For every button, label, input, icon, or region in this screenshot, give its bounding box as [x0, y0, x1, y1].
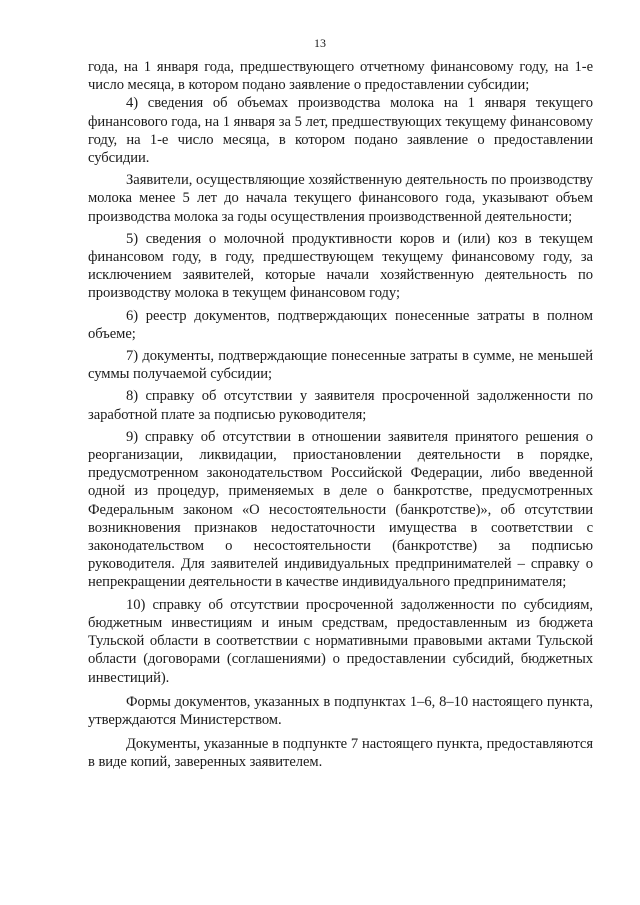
paragraph-item-5: 5) сведения о молочной продуктивности коров и (или) коз в текущем финансовом году, в году, предшествующем текущему финансовому году, за исключением заявителей, которые начали хозяйственную деятельность по производству молока в текущем финансовом году;: [88, 230, 593, 302]
paragraph-item-9: 9) справку об отсутствии в отношении заявителя принятого решения о реорганизации, ликвидации, приостановлении деятельности в порядке, предусмотренном законодательством Российской Федерации, либо введенной одной из процедур, применяемых в деле о банкротстве, предусмотренных Федеральным законом «О несостоятельности (банкротстве)», об отсутствии возникновения признаков недостаточности имущества в соответствии с законодательством о несостоятельности (банкротстве) за подписью руководителя. Для заявителей индивидуальных предпринимателей – справку о непрекращении деятельности в качестве индивидуального предпринимателя;: [88, 428, 593, 591]
paragraph-item-7: 7) документы, подтверждающие понесенные затраты в сумме, не меньшей суммы получаемой субсидии;: [88, 348, 593, 383]
paragraph-documents-note: Документы, указанные в подпункте 7 настоящего пункта, предоставляются в виде копий, заверенных заявителем.: [88, 736, 593, 771]
paragraph-item-6: 6) реестр документов, подтверждающих понесенные затраты в полном объеме;: [88, 307, 593, 342]
paragraph-item-4: 4) сведения об объемах производства молока на 1 января текущего финансового года, на 1 января за 5 лет, предшествующих текущему финансовому году, на 1-е число месяца, в котором подано заявление о предоставлении субсидии.: [88, 95, 593, 167]
page-number: 13: [314, 36, 326, 50]
paragraph-item-10: 10) справку об отсутствии просроченной задолженности по субсидиям, бюджетным инвестициям и иным средствам, предоставленным из бюджета Тульской области в соответствии с нормативными правовыми актами Тульской области (договорами (соглашениями) о предоставлении субсидий, бюджетных инвестиций).: [88, 596, 593, 686]
paragraph-forms-note: Формы документов, указанных в подпунктах 1–6, 8–10 настоящего пункта, утверждаются Министерством.: [88, 693, 593, 728]
document-body: [88, 58, 593, 772]
paragraph-continuation: года, на 1 января года, предшествующего отчетному финансовому году, на 1-е число месяца, в котором подано заявление о предоставлении субсидии;: [88, 59, 593, 94]
paragraph-item-8: 8) справку об отсутствии у заявителя просроченной задолженности по заработной плате за подписью руководителя;: [88, 388, 593, 423]
paragraph-applicants-note: Заявители, осуществляющие хозяйственную деятельность по производству молока менее 5 лет до начала текущего финансового года, указывают объем производства молока за годы осуществления производственной деятельности;: [88, 172, 593, 225]
